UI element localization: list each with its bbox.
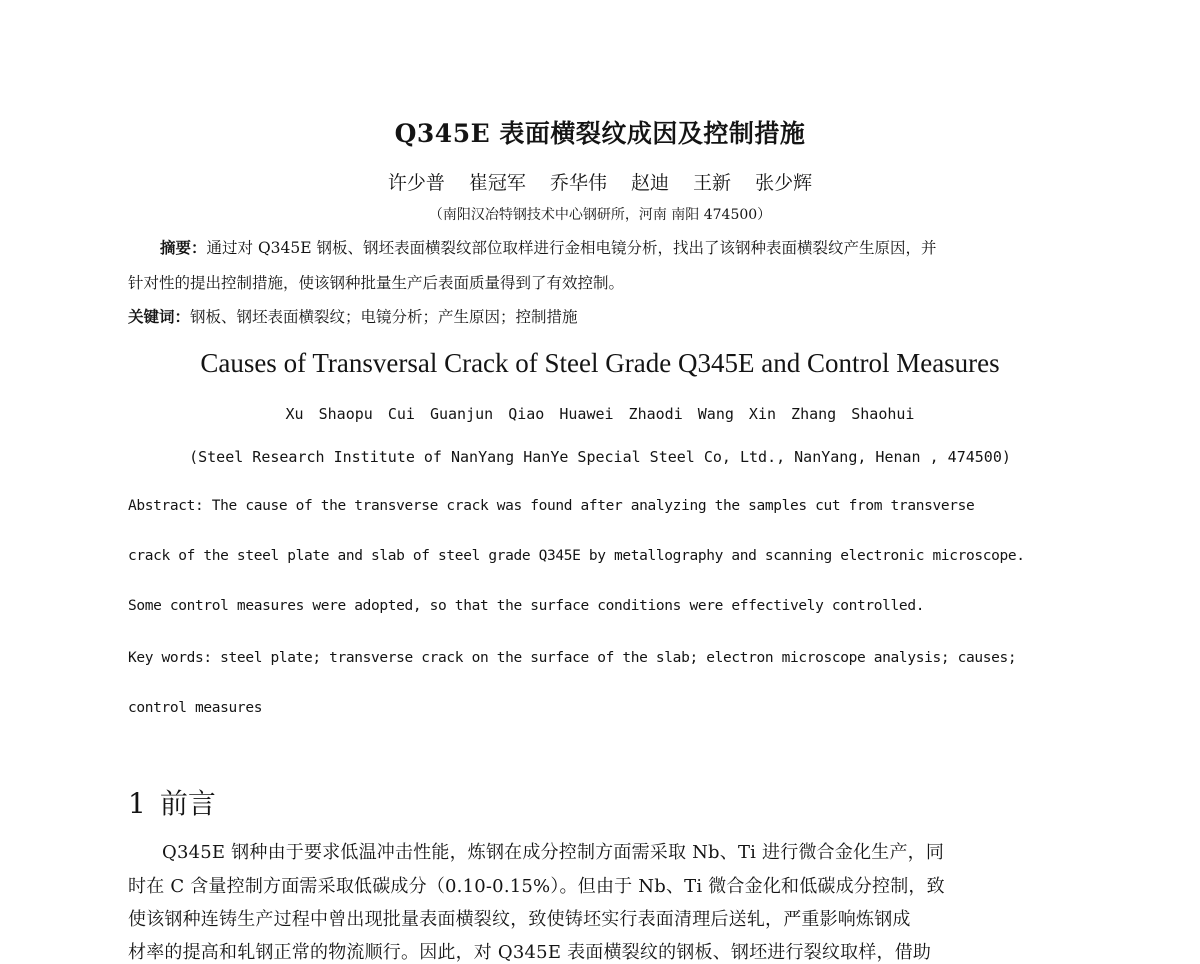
chinese-abstract-line-1 bbox=[128, 236, 1118, 258]
chinese-affiliation: （南阳汉冶特钢技术中心钢研所，河南 南阳 474500） bbox=[428, 207, 772, 223]
chinese-title: Q345E 表面横裂纹成因及控制措施 bbox=[394, 119, 806, 148]
body-line-2: 时在 C 含量控制方面需采取低碳成分（0.10-0.15%）。但由于 Nb、Ti 微合金化和低碳成分控制，致 bbox=[128, 876, 945, 897]
body-line-4: 材率的提高和轧钢正常的物流顺行。因此，对 Q345E 表面横裂纹的钢板、钢坯进行裂纹取样，借助 bbox=[128, 942, 932, 963]
body-line-1: Q345E 钢种由于要求低温冲击性能，炼钢在成分控制方面需采取 Nb、Ti 进行微合金化生产，同 bbox=[162, 842, 945, 863]
english-abstract-line-2: crack of the steel plate and slab of steel grade Q345E by metallography and scanning electronic microscope. bbox=[128, 548, 1025, 564]
section-number: 1 bbox=[128, 787, 146, 820]
section-title: 前言 bbox=[159, 787, 216, 820]
english-keywords-line-2: control measures bbox=[128, 700, 263, 716]
chinese-keywords-text: 钢板、钢坯表面横裂纹；电镜分析；产生原因；控制措施 bbox=[190, 308, 578, 326]
chinese-abstract-line-2: 针对性的提出控制措施，使该钢种批量生产后表面质量得到了有效控制。 bbox=[128, 274, 625, 292]
english-keywords-line-1: Key words: steel plate; transverse crack on the surface of the slab; electron microscope analysis; causes; bbox=[128, 650, 1017, 666]
chinese-authors: 许少普 崔冠军 乔华伟 赵迪 王新 张少辉 bbox=[387, 172, 813, 194]
english-affiliation: (Steel Research Institute of NanYang HanYe Special Steel Co, Ltd., NanYang, Henan , 474500) bbox=[189, 448, 1011, 466]
english-authors: Xu Shaopu Cui Guanjun Qiao Huawei Zhaodi Wang Xin Zhang Shaohui bbox=[285, 405, 915, 423]
english-abstract-line-1: Abstract: The cause of the transverse crack was found after analyzing the samples cut from transverse bbox=[128, 498, 975, 514]
english-abstract-line-3: Some control measures were adopted, so that the surface conditions were effectively controlled. bbox=[128, 598, 925, 614]
chinese-abstract-text-1: 通过对 Q345E 钢板、钢坯表面横裂纹部位取样进行金相电镜分析，找出了该钢种表面横裂纹产生原因，并 bbox=[206, 239, 937, 257]
chinese-abstract-label: 摘要： bbox=[160, 238, 207, 257]
chinese-keywords bbox=[128, 305, 1118, 327]
chinese-keywords-label: 关键词： bbox=[128, 307, 191, 326]
english-title: Causes of Transversal Crack of Steel Grade Q345E and Control Measures bbox=[200, 348, 1000, 378]
body-line-3: 使该钢种连铸生产过程中曾出现批量表面横裂纹，致使铸坯实行表面清理后送轧，严重影响炼钢成 bbox=[128, 909, 911, 930]
section-heading bbox=[128, 782, 216, 822]
